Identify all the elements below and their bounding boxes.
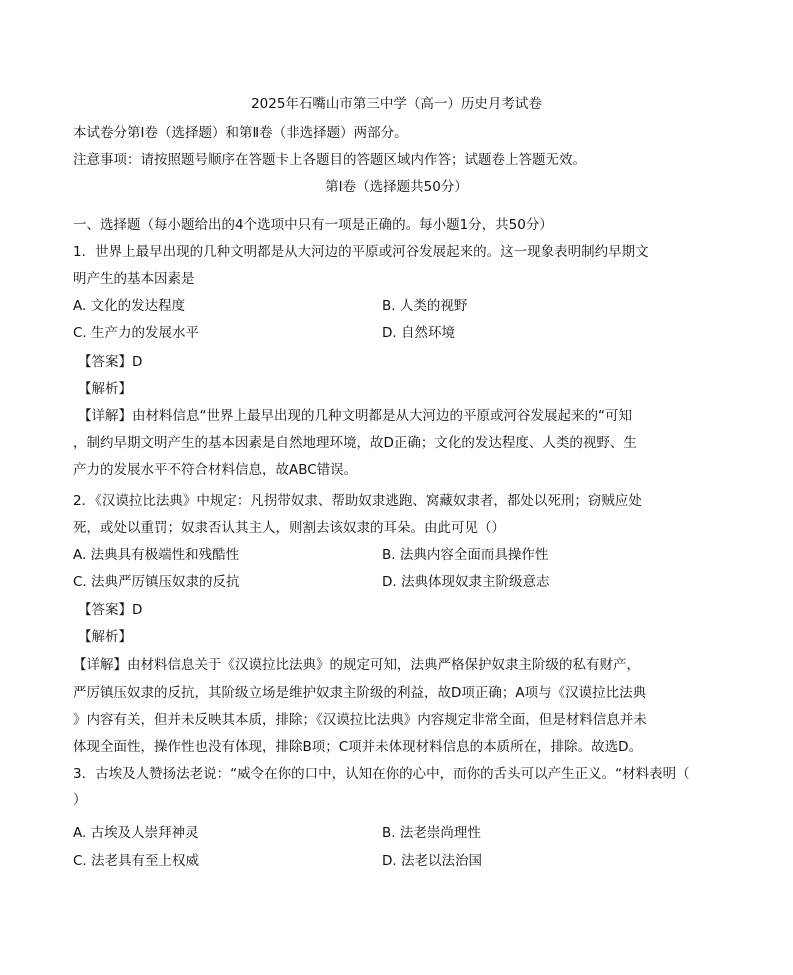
option-b: B. 法老崇尚理性 bbox=[382, 825, 481, 841]
analysis-label: 【解析】 bbox=[78, 629, 132, 645]
question-stem-line: 死，或处以重罚；奴隶否认其主人，则割去该奴隶的耳朵。由此可见（） bbox=[73, 520, 505, 536]
option-c: C. 法老具有至上权威 bbox=[73, 853, 200, 869]
option-d: D. 法典体现奴隶主阶级意志 bbox=[382, 574, 550, 590]
detail-line: 【详解】由材料信息“世界上最早出现的几种文明都是从大河边的平原或河谷发展起来的“可知 bbox=[78, 408, 632, 424]
exam-title: 2025年石嘴山市第三中学（高一）历史月考试卷 bbox=[251, 96, 542, 112]
answer-label: 【答案】D bbox=[78, 354, 143, 370]
detail-line: 产力的发展水平不符合材料信息，故ABC错误。 bbox=[73, 462, 358, 478]
option-c: C. 法典严厉镇压奴隶的反抗 bbox=[73, 574, 240, 590]
detail-line: 体现全面性，操作性也没有体现，排除B项；C项并未体现材料信息的本质所在，排除。故选D。 bbox=[73, 739, 643, 755]
detail-line: 》内容有关，但并未反映其本质，排除；《汉谟拉比法典》内容规定非常全面，但是材料信息并未 bbox=[73, 712, 647, 728]
question-stem-line: 2．《汉谟拉比法典》中规定：凡拐带奴隶、帮助奴隶逃跑、窝藏奴隶者，都处以死刑；窃贼应处 bbox=[73, 493, 642, 509]
option-b: B. 人类的视野 bbox=[382, 298, 468, 314]
detail-line: 【详解】由材料信息关于《汉谟拉比法典》的规定可知，法典严格保护奴隶主阶级的私有财产， bbox=[73, 657, 640, 673]
section-title: 第Ⅰ卷（选择题共50分） bbox=[325, 179, 468, 195]
option-a: A. 古埃及人崇拜神灵 bbox=[73, 825, 199, 841]
exam-intro: 本试卷分第Ⅰ卷（选择题）和第Ⅱ卷（非选择题）两部分。 bbox=[73, 125, 408, 141]
question-stem-line: ） bbox=[73, 792, 87, 808]
detail-line: ，制约早期文明产生的基本因素是自然地理环境，故D正确；文化的发达程度、人类的视野、生 bbox=[73, 435, 637, 451]
answer-label: 【答案】D bbox=[78, 602, 143, 618]
option-a: A. 法典具有极端性和残酷性 bbox=[73, 547, 240, 563]
analysis-label: 【解析】 bbox=[78, 381, 132, 397]
option-c: C. 生产力的发展水平 bbox=[73, 325, 200, 341]
option-b: B. 法典内容全面而具操作性 bbox=[382, 547, 549, 563]
exam-notice: 注意事项：请按照题号顺序在答题卡上各题目的答题区域内作答；试题卷上答题无效。 bbox=[73, 152, 586, 168]
question-stem-line: 明产生的基本因素是 bbox=[73, 271, 195, 287]
option-d: D. 自然环境 bbox=[382, 325, 455, 341]
question-stem-line: 3．古埃及人赞扬法老说：“威令在你的口中，认知在你的心中，而你的舌头可以产生正义。“材料表明（ bbox=[73, 766, 690, 782]
section-description: 一、选择题（每小题给出的4个选项中只有一项是正确的。每小题1分，共50分） bbox=[73, 217, 553, 233]
detail-line: 严厉镇压奴隶的反抗，其阶级立场是维护奴隶主阶级的利益，故D项正确；A项与《汉谟拉比法典 bbox=[73, 685, 647, 701]
option-d: D. 法老以法治国 bbox=[382, 853, 482, 869]
question-stem-line: 1．世界上最早出现的几种文明都是从大河边的平原或河谷发展起来的。这一现象表明制约早期文 bbox=[73, 244, 649, 260]
option-a: A. 文化的发达程度 bbox=[73, 298, 186, 314]
